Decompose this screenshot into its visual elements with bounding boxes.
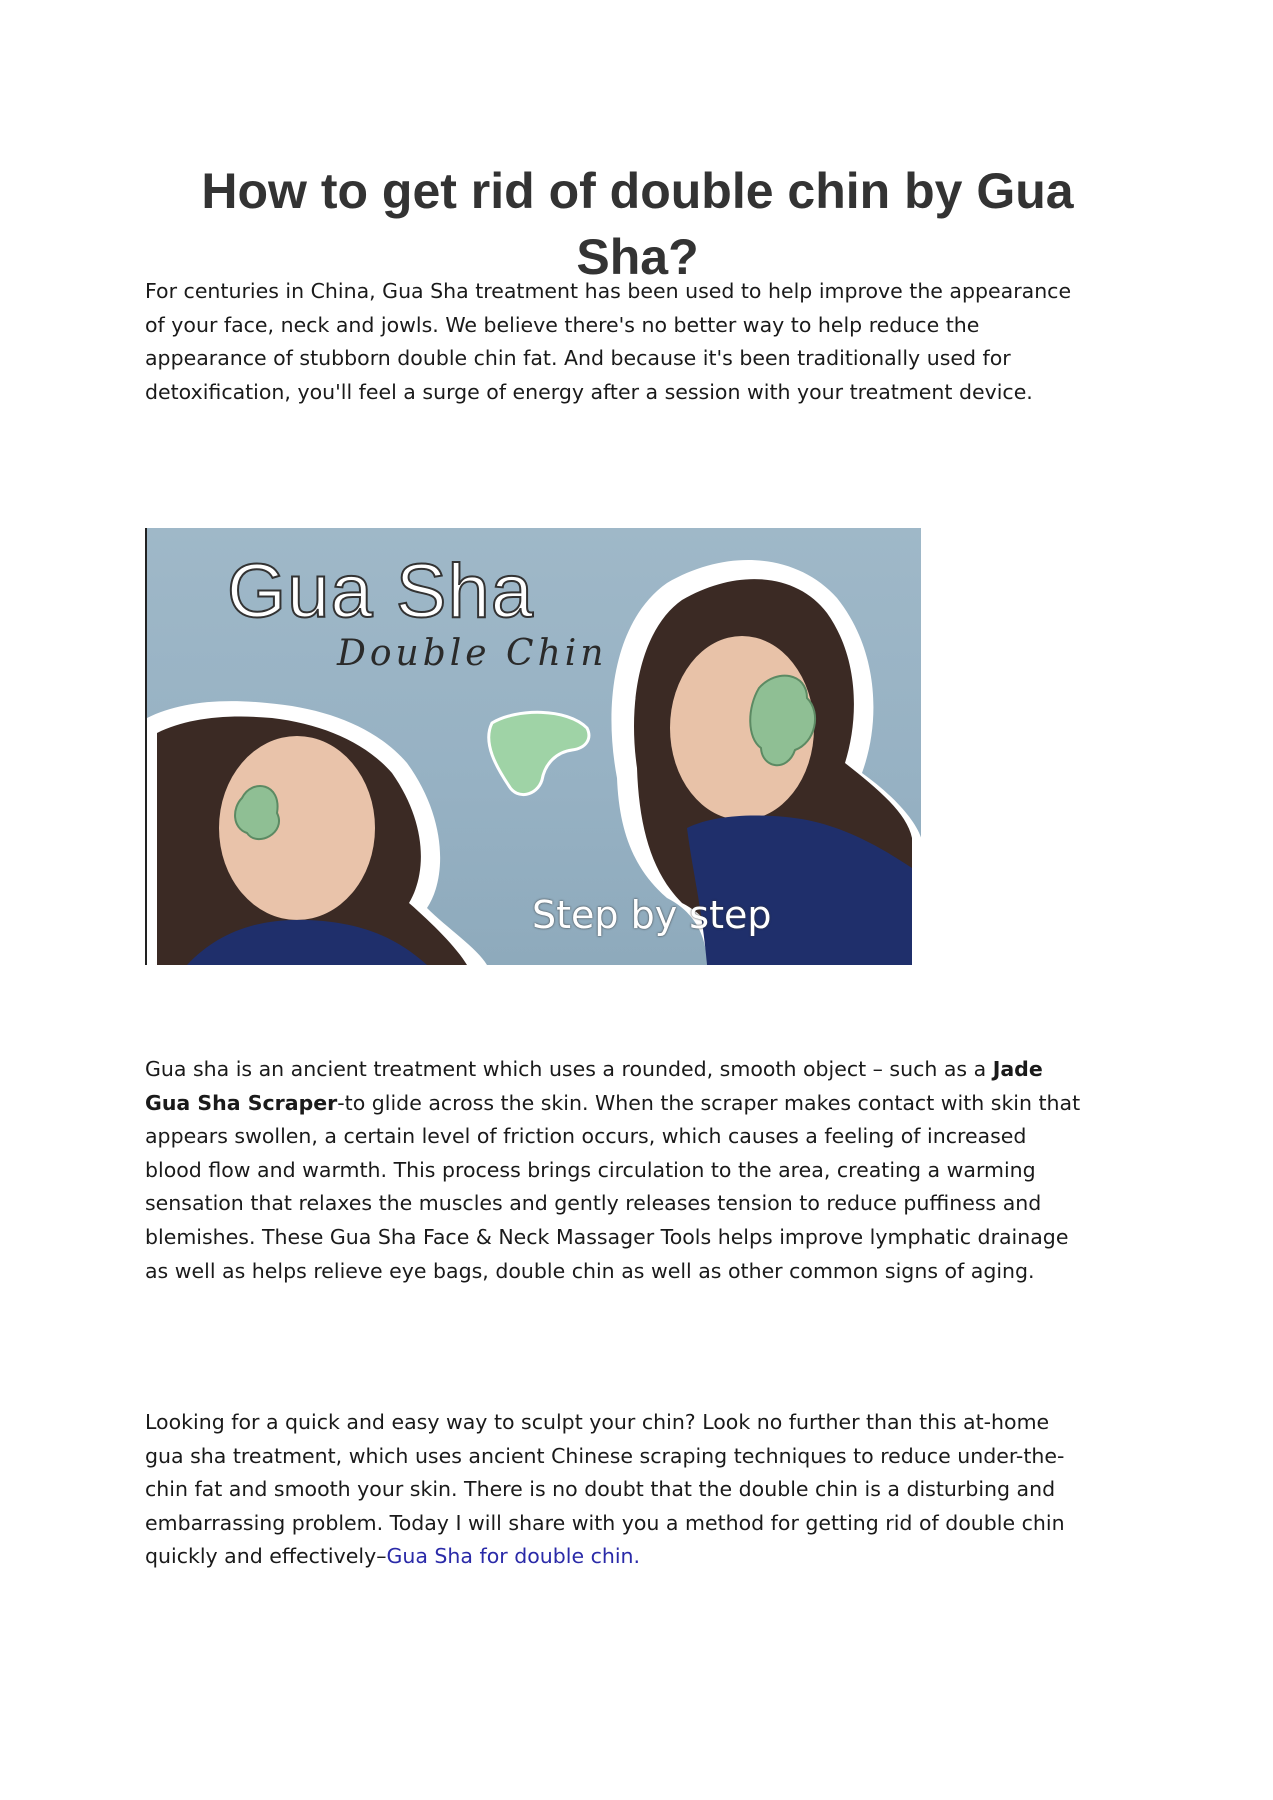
para2-text-before: Gua sha is an ancient treatment which uses a rounded, smooth object – such as a (145, 1057, 993, 1081)
body-paragraph-3 (145, 1406, 1085, 1574)
body-paragraph-2 (145, 1053, 1085, 1288)
hero-title: Gua Sha (227, 549, 534, 634)
gua-sha-link[interactable]: Gua Sha for double chin (386, 1544, 634, 1569)
para3-text: Looking for a quick and easy way to sculpt your chin? Look no further than this at-home gua sha treatment, which uses ancient Chinese scraping techniques to reduce under-the-chin fat and smooth your skin. There is no doubt that the double chin is a disturbing and embarrassing problem. Today I will share with you a method for getting rid of double chin quickly and effectively– (145, 1410, 1065, 1569)
hero-image (145, 528, 921, 965)
hero-caption: Step by step (532, 893, 772, 937)
page-title: How to get rid of double chin by Gua Sha? (201, 163, 1074, 285)
product-name-bold: Jade Gua Sha Scraper (145, 1057, 1043, 1115)
hero-subtitle: Double Chin (337, 633, 608, 674)
link-period[interactable]: . (633, 1544, 641, 1569)
jade-scraper-icon (489, 712, 589, 794)
intro-paragraph: For centuries in China, Gua Sha treatment has been used to help improve the appearance of your face, neck and jowls. We believe there's no better way to help reduce the appearance of stubborn double chin fat. And because it's been traditionally used for detoxification, you'll feel a surge of energy after a session with your treatment device. (145, 279, 1072, 404)
para2-text-after: -to glide across the skin. When the scraper makes contact with skin that appears swollen, a certain level of friction occurs, which causes a feeling of increased blood flow and warmth. This process brings circulation to the area, creating a warming sensation that relaxes the muscles and gently releases tension to reduce puffiness and blemishes. These Gua Sha Face & Neck Massager Tools helps improve lymphatic drainage as well as helps relieve eye bags, double chin as well as other common signs of aging. (145, 1090, 1081, 1283)
